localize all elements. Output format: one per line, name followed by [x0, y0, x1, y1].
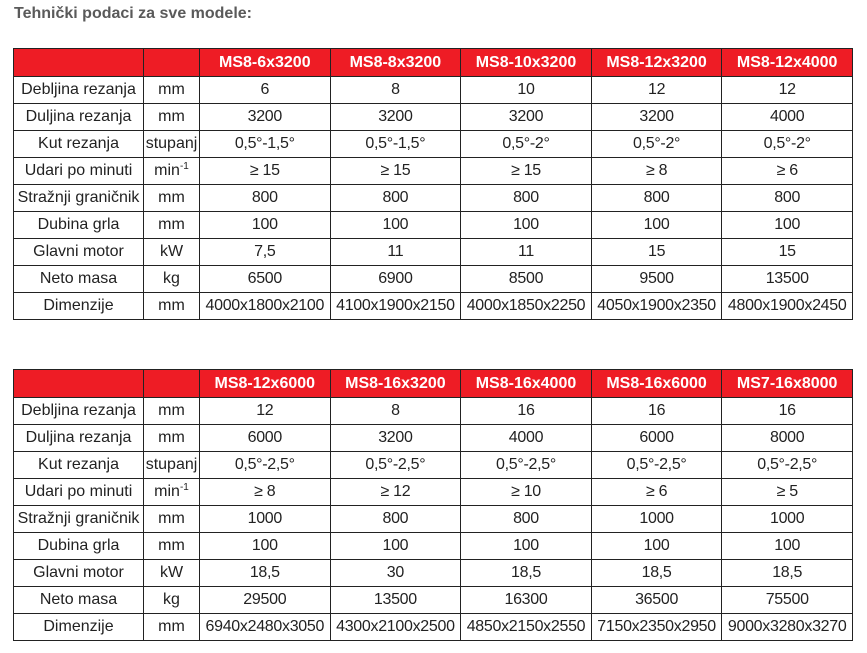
table-row [14, 158, 853, 185]
value-cell: 12 [591, 77, 722, 104]
value-cell: 18,5 [722, 560, 853, 587]
model-header: MS8-12x4000 [722, 49, 853, 77]
unit-label: kg [163, 270, 180, 287]
value-cell: ≥ 15 [330, 158, 461, 185]
model-header: MS8-16x3200 [330, 370, 461, 398]
value-cell: 100 [461, 533, 592, 560]
value-cell: 4000x1850x2250 [461, 293, 592, 320]
value-cell: 13500 [330, 587, 461, 614]
value-cell: ≥ 8 [591, 158, 722, 185]
value-cell: 100 [200, 212, 331, 239]
table-row [14, 506, 853, 533]
header-blank-param [14, 49, 144, 77]
unit-label: mm [158, 429, 185, 446]
value-cell: 18,5 [591, 560, 722, 587]
value-cell: 6 [200, 77, 331, 104]
unit-cell [144, 131, 200, 158]
value-cell: 9000x3280x3270 [722, 614, 853, 641]
table-row [14, 185, 853, 212]
unit-cell [144, 506, 200, 533]
unit-label: kg [163, 591, 180, 608]
value-cell: 16300 [461, 587, 592, 614]
unit-cell [144, 77, 200, 104]
value-cell: 800 [722, 185, 853, 212]
value-cell: 4850x2150x2550 [461, 614, 592, 641]
value-cell: 18,5 [200, 560, 331, 587]
value-cell: 15 [722, 239, 853, 266]
unit-cell [144, 104, 200, 131]
value-cell: ≥ 10 [461, 479, 592, 506]
value-cell: 8 [330, 77, 461, 104]
param-label: Duljina rezanja [14, 425, 144, 452]
param-label: Debljina rezanja [14, 77, 144, 104]
param-label: Neto masa [14, 266, 144, 293]
unit-label: mm [158, 402, 185, 419]
value-cell: 12 [200, 398, 331, 425]
param-label: Stražnji graničnik [14, 506, 144, 533]
param-label: Glavni motor [14, 239, 144, 266]
value-cell: 0,5°-1,5° [200, 131, 331, 158]
unit-cell [144, 398, 200, 425]
table-row [14, 479, 853, 506]
value-cell: 4000 [461, 425, 592, 452]
unit-label: mm [158, 108, 185, 125]
spec-table-2 [13, 369, 853, 641]
value-cell: 4000x1800x2100 [200, 293, 331, 320]
value-cell: 800 [330, 506, 461, 533]
value-cell: 75500 [722, 587, 853, 614]
unit-label: stupanj [145, 135, 198, 152]
value-cell: 3200 [330, 104, 461, 131]
value-cell: 4300x2100x2500 [330, 614, 461, 641]
unit-cell [144, 293, 200, 320]
param-label: Debljina rezanja [14, 398, 144, 425]
value-cell: 4050x1900x2350 [591, 293, 722, 320]
unit-cell [144, 239, 200, 266]
value-cell: 18,5 [461, 560, 592, 587]
value-cell: 3200 [591, 104, 722, 131]
unit-cell [144, 533, 200, 560]
header-row [14, 49, 853, 77]
unit-label: min [154, 162, 180, 179]
unit-label: mm [158, 618, 185, 635]
value-cell: 800 [591, 185, 722, 212]
spec-table-1 [13, 48, 853, 320]
value-cell: 12 [722, 77, 853, 104]
value-cell: 800 [330, 185, 461, 212]
value-cell: 100 [722, 212, 853, 239]
model-header: MS8-12x6000 [200, 370, 331, 398]
value-cell: 30 [330, 560, 461, 587]
unit-cell [144, 479, 200, 506]
value-cell: ≥ 5 [722, 479, 853, 506]
value-cell: 6500 [200, 266, 331, 293]
table-row [14, 452, 853, 479]
header-blank-unit [144, 49, 200, 77]
value-cell: 1000 [200, 506, 331, 533]
param-label: Stražnji graničnik [14, 185, 144, 212]
value-cell: 3200 [330, 425, 461, 452]
unit-cell [144, 425, 200, 452]
unit-label: mm [158, 537, 185, 554]
param-label: Dimenzije [14, 293, 144, 320]
table-row [14, 131, 853, 158]
value-cell: 0,5°-2° [461, 131, 592, 158]
value-cell: 36500 [591, 587, 722, 614]
param-label: Duljina rezanja [14, 104, 144, 131]
param-label: Dubina grla [14, 212, 144, 239]
value-cell: 16 [461, 398, 592, 425]
value-cell: 9500 [591, 266, 722, 293]
table-row [14, 614, 853, 641]
value-cell: 29500 [200, 587, 331, 614]
unit-cell [144, 452, 200, 479]
value-cell: 100 [330, 212, 461, 239]
value-cell: 100 [200, 533, 331, 560]
value-cell: 100 [722, 533, 853, 560]
value-cell: 1000 [722, 506, 853, 533]
model-header: MS8-12x3200 [591, 49, 722, 77]
unit-label: mm [158, 189, 185, 206]
value-cell: 800 [461, 506, 592, 533]
value-cell: 6000 [200, 425, 331, 452]
unit-label: mm [158, 297, 185, 314]
value-cell: 3200 [200, 104, 331, 131]
value-cell: 7,5 [200, 239, 331, 266]
param-label: Glavni motor [14, 560, 144, 587]
table-row [14, 212, 853, 239]
unit-cell [144, 560, 200, 587]
model-header: MS8-16x6000 [591, 370, 722, 398]
table-row [14, 587, 853, 614]
value-cell: 6940x2480x3050 [200, 614, 331, 641]
value-cell: 800 [200, 185, 331, 212]
value-cell: 0,5°-2,5° [330, 452, 461, 479]
unit-label: mm [158, 81, 185, 98]
value-cell: 8 [330, 398, 461, 425]
value-cell: ≥ 15 [461, 158, 592, 185]
value-cell: 100 [461, 212, 592, 239]
value-cell: 1000 [591, 506, 722, 533]
value-cell: 800 [461, 185, 592, 212]
table-row [14, 293, 853, 320]
table-row [14, 425, 853, 452]
value-cell: 16 [591, 398, 722, 425]
unit-superscript: -1 [179, 161, 189, 172]
value-cell: 0,5°-1,5° [330, 131, 461, 158]
table-row [14, 398, 853, 425]
value-cell: 0,5°-2,5° [591, 452, 722, 479]
value-cell: ≥ 15 [200, 158, 331, 185]
unit-superscript: -1 [179, 482, 189, 493]
value-cell: 4100x1900x2150 [330, 293, 461, 320]
table-row [14, 77, 853, 104]
unit-label: mm [158, 510, 185, 527]
param-label: Dimenzije [14, 614, 144, 641]
value-cell: 4000 [722, 104, 853, 131]
value-cell: 7150x2350x2950 [591, 614, 722, 641]
value-cell: 6000 [591, 425, 722, 452]
header-blank-param [14, 370, 144, 398]
table-row [14, 239, 853, 266]
value-cell: 100 [591, 533, 722, 560]
model-header: MS8-16x4000 [461, 370, 592, 398]
param-label: Dubina grla [14, 533, 144, 560]
unit-cell [144, 587, 200, 614]
param-label: Kut rezanja [14, 131, 144, 158]
value-cell: 10 [461, 77, 592, 104]
value-cell: 100 [591, 212, 722, 239]
value-cell: ≥ 6 [591, 479, 722, 506]
unit-label: stupanj [145, 456, 198, 473]
value-cell: 0,5°-2° [722, 131, 853, 158]
value-cell: 6900 [330, 266, 461, 293]
value-cell: 0,5°-2,5° [200, 452, 331, 479]
table-row [14, 104, 853, 131]
param-label: Kut rezanja [14, 452, 144, 479]
model-header: MS8-8x3200 [330, 49, 461, 77]
value-cell: 16 [722, 398, 853, 425]
table-row [14, 266, 853, 293]
unit-cell [144, 212, 200, 239]
value-cell: 4800x1900x2450 [722, 293, 853, 320]
model-header: MS8-6x3200 [200, 49, 331, 77]
unit-cell [144, 614, 200, 641]
value-cell: ≥ 6 [722, 158, 853, 185]
unit-cell [144, 185, 200, 212]
value-cell: 11 [330, 239, 461, 266]
unit-label: min [154, 483, 180, 500]
page-heading: Tehnički podaci za sve modele: [14, 5, 252, 22]
value-cell: ≥ 12 [330, 479, 461, 506]
header-blank-unit [144, 370, 200, 398]
table-row [14, 560, 853, 587]
value-cell: 11 [461, 239, 592, 266]
value-cell: 15 [591, 239, 722, 266]
param-label: Neto masa [14, 587, 144, 614]
table-row [14, 533, 853, 560]
unit-label: kW [159, 243, 184, 260]
value-cell: 0,5°-2° [591, 131, 722, 158]
value-cell: 8000 [722, 425, 853, 452]
unit-cell [144, 158, 200, 185]
value-cell: 0,5°-2,5° [461, 452, 592, 479]
value-cell: ≥ 8 [200, 479, 331, 506]
model-header: MS8-10x3200 [461, 49, 592, 77]
param-label: Udari po minuti [14, 158, 144, 185]
header-row [14, 370, 853, 398]
unit-cell [144, 266, 200, 293]
value-cell: 8500 [461, 266, 592, 293]
value-cell: 0,5°-2,5° [722, 452, 853, 479]
value-cell: 13500 [722, 266, 853, 293]
param-label: Udari po minuti [14, 479, 144, 506]
model-header: MS7-16x8000 [722, 370, 853, 398]
value-cell: 100 [330, 533, 461, 560]
unit-label: kW [159, 564, 184, 581]
value-cell: 3200 [461, 104, 592, 131]
unit-label: mm [158, 216, 185, 233]
